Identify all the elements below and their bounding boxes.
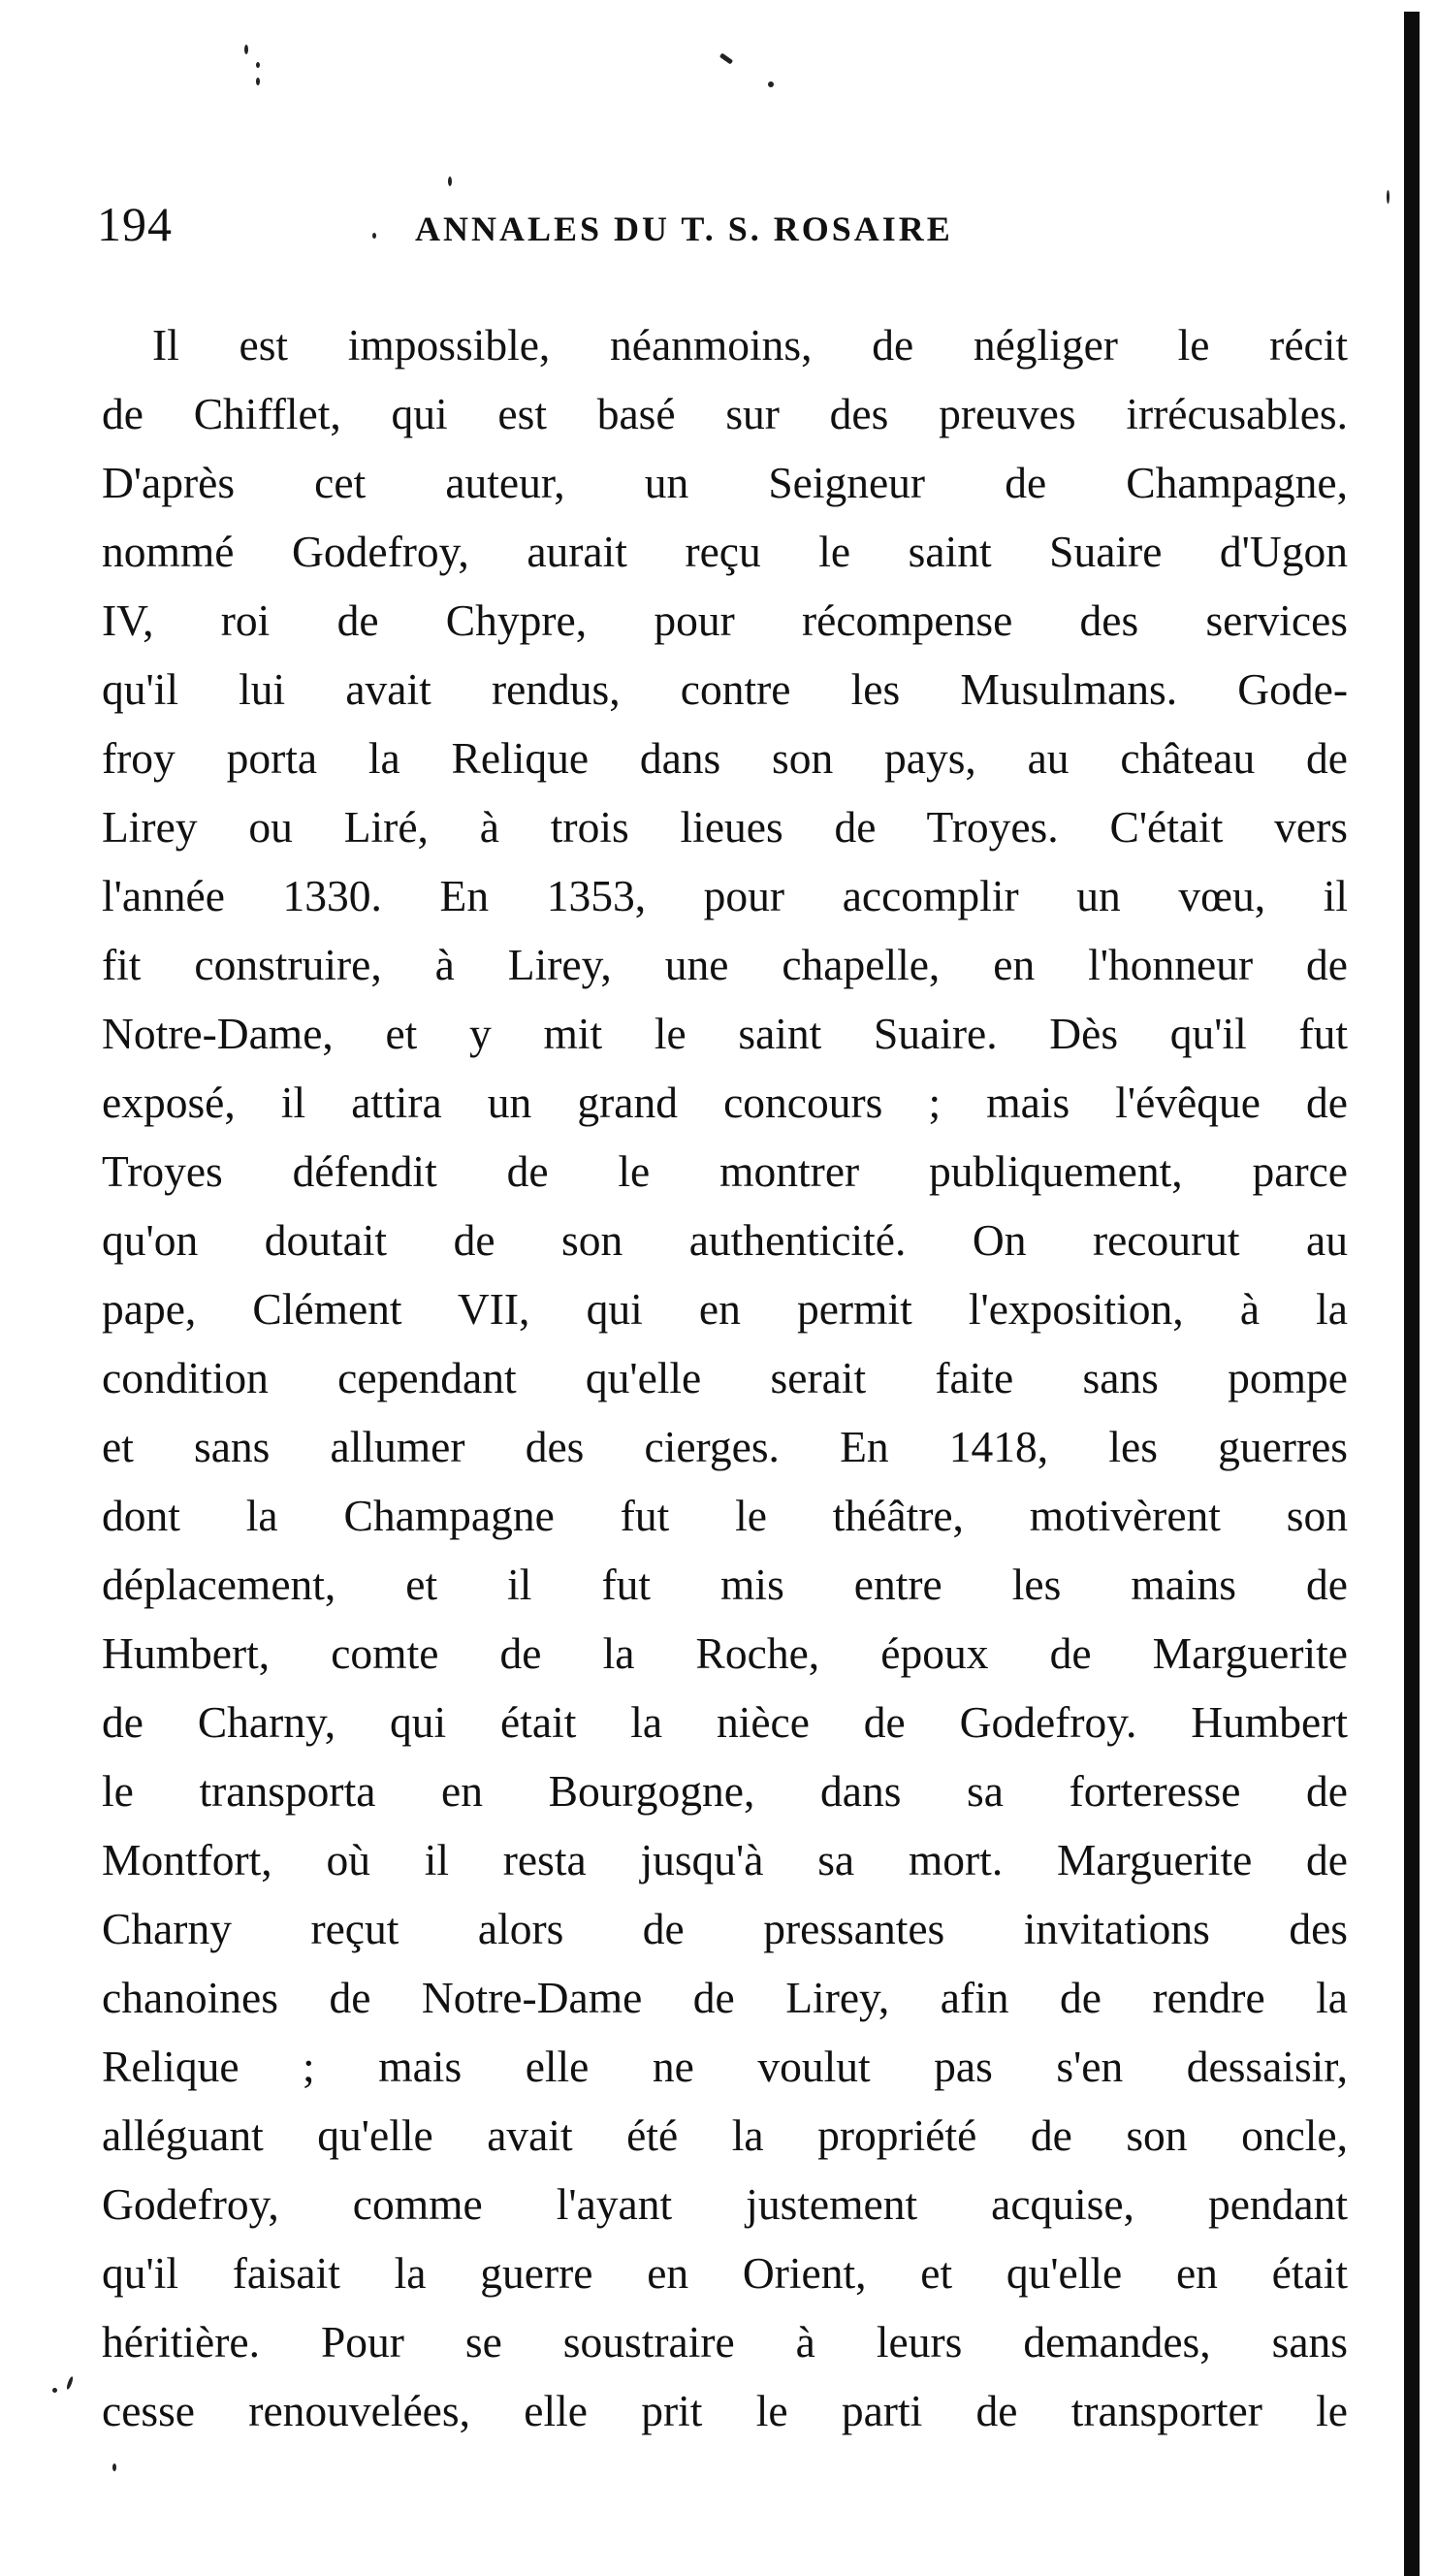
text-line: et sans allumer des cierges. En 1418, les guerres <box>102 1422 1348 1471</box>
ink-speck <box>66 2376 75 2391</box>
text-line: froy porta la Relique dans son pays, au château de <box>102 733 1348 783</box>
text-line: pape, Clément VII, qui en permit l'exposition, à la <box>102 1284 1348 1334</box>
text-line: de Chifflet, qui est basé sur des preuves irrécusables. <box>102 389 1348 438</box>
ink-speck <box>256 62 260 68</box>
text-line: chanoines de Notre-Dame de Lirey, afin de rendre la <box>102 1973 1348 2022</box>
text-line: Relique ; mais elle ne voulut pas s'en dessaisir, <box>102 2042 1348 2091</box>
text-line: fit construire, à Lirey, une chapelle, en l'honneur de <box>102 940 1348 989</box>
page-number: 194 <box>97 197 173 251</box>
ink-speck <box>52 2388 57 2393</box>
text-line: le transporta en Bourgogne, dans sa forteresse de <box>102 1766 1348 1816</box>
text-line: Montfort, où il resta jusqu'à sa mort. Marguerite de <box>102 1835 1348 1884</box>
body-text <box>102 310 1348 2445</box>
text-line: Notre-Dame, et y mit le saint Suaire. Dès qu'il fut <box>102 1009 1348 1058</box>
ink-speck <box>768 81 774 87</box>
text-line: Il est impossible, néanmoins, de négliger le récit <box>152 320 1348 370</box>
ink-speck <box>719 52 733 64</box>
text-line: nommé Godefroy, aurait reçu le saint Suaire d'Ugon <box>102 527 1348 576</box>
text-line: de Charny, qui était la nièce de Godefroy. Humbert <box>102 1697 1348 1747</box>
text-line: Godefroy, comme l'ayant justement acquise, pendant <box>102 2179 1348 2229</box>
text-line: Charny reçut alors de pressantes invitations des <box>102 1904 1348 1953</box>
ink-speck <box>1387 190 1389 204</box>
page-header <box>97 190 1357 258</box>
text-line: Lirey ou Liré, à trois lieues de Troyes. C'était vers <box>102 802 1348 852</box>
text-line: qu'il lui avait rendus, contre les Musulmans. Gode- <box>102 664 1348 714</box>
page-edge-shadow <box>1404 12 1420 2576</box>
text-line: Troyes défendit de le montrer publiquement, parce <box>102 1146 1348 1196</box>
text-line: IV, roi de Chypre, pour récompense des services <box>102 596 1348 645</box>
text-line: dont la Champagne fut le théâtre, motivèrent son <box>102 1491 1348 1540</box>
text-line: héritière. Pour se soustraire à leurs demandes, sans <box>102 2317 1348 2367</box>
running-title: ANNALES DU T. S. ROSAIRE <box>415 209 953 248</box>
text-line: qu'on doutait de son authenticité. On recourut au <box>102 1215 1348 1265</box>
ink-speck <box>112 2463 116 2471</box>
text-line: D'après cet auteur, un Seigneur de Champagne, <box>102 458 1348 507</box>
text-line: condition cependant qu'elle serait faite sans pompe <box>102 1353 1348 1402</box>
ink-speck <box>244 45 248 54</box>
ink-speck <box>256 78 260 85</box>
text-line: l'année 1330. En 1353, pour accomplir un vœu, il <box>102 871 1348 920</box>
text-line: cesse renouvelées, elle prit le parti de transporter le <box>102 2386 1348 2435</box>
text-line: exposé, il attira un grand concours ; mais l'évêque de <box>102 1078 1348 1127</box>
text-line: Humbert, comte de la Roche, époux de Marguerite <box>102 1628 1348 1678</box>
ink-speck <box>448 177 452 186</box>
text-line: alléguant qu'elle avait été la propriété de son oncle, <box>102 2110 1348 2160</box>
text-line: déplacement, et il fut mis entre les mains de <box>102 1560 1348 1609</box>
text-line: qu'il faisait la guerre en Orient, et qu'elle en était <box>102 2248 1348 2298</box>
